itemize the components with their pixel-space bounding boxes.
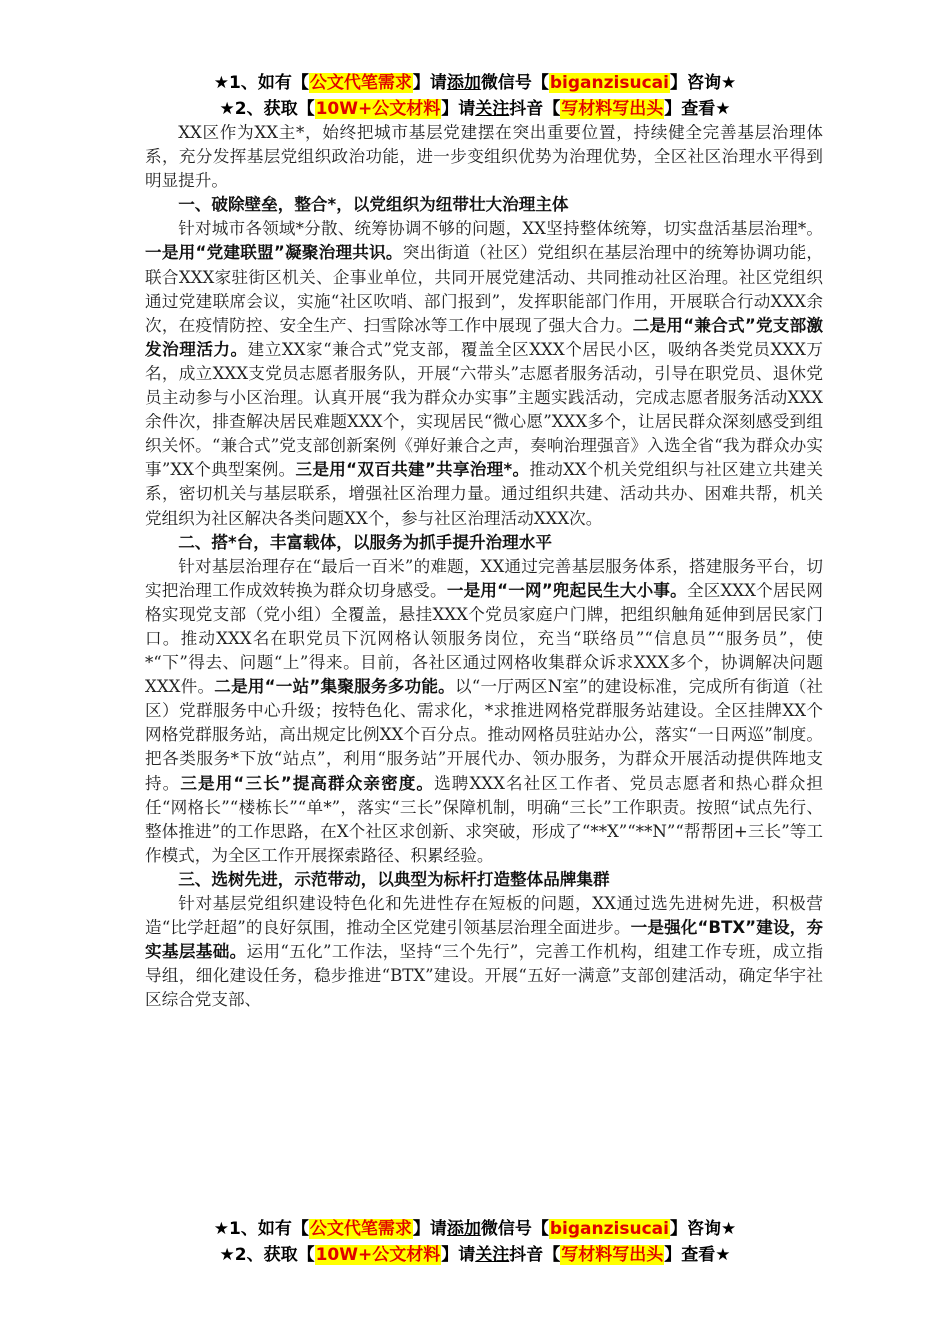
promo-text: 】查看★ xyxy=(664,99,731,119)
underlined-text: 添加 xyxy=(446,73,481,93)
promo-text: 1、如有【 xyxy=(229,1219,309,1239)
promo-text: 抖音【 xyxy=(509,99,561,119)
wechat-id-highlight: biganzisucai xyxy=(549,73,669,93)
promo-text: 2、获取【 xyxy=(234,99,315,119)
highlight-text: 公文代笔需求 xyxy=(309,1219,412,1239)
highlight-text: 10W+公文材料 xyxy=(315,99,441,119)
subpoint-heading: 一是用“一网”兜起民生大小事。 xyxy=(446,580,687,600)
intro-paragraph: XX区作为XX主*，始终把城市基层党建摆在突出重要位置，持续健全完善基层治理体系，充分发挥基层党组织政治功能，进一步变组织优势为治理优势，全区社区治理水平得到明显提升。 xyxy=(145,123,823,191)
paragraph-text: 推动XX个机关党组织与社区建立共建关系，密切机关与基层联系，增强社区治理力量。通过组织共建、活动共办、困难共帮，机关党组织为社区解决各类问题XX个，参与社区治理活动XXX次。 xyxy=(145,460,823,528)
star-label: ★ xyxy=(213,73,230,93)
star-label: ★ xyxy=(219,99,235,119)
promo-text: 】查看★ xyxy=(664,1245,731,1265)
promo-text: 】咨询★ xyxy=(669,73,737,93)
star-label: ★ xyxy=(213,1219,230,1239)
section-1-title: 一、破除壁垒，整合*，以党组织为纽带壮大治理主体 xyxy=(178,195,569,215)
star-label: ★ xyxy=(219,1245,235,1265)
promo-text: 】请 xyxy=(441,99,476,119)
paragraph-text: 全区XXX个居民网格实现党支部（党小组）全覆盖，悬挂XXX个党员家庭户门牌，把组织触角延伸到居民家门口。推动XXX名在职党员下沉网格认领服务岗位，充当“联络员”“信息员”“服务员”，使*“下”得去、问题“上”得来。目前，各社区通过网格收集群众诉求XXX多个，协调解决问题XXX件。 xyxy=(145,580,823,697)
promo-line-2 xyxy=(0,96,950,122)
subpoint-heading: 二是用“一站”集聚服务多功能。 xyxy=(214,677,455,697)
promo-text: 抖音【 xyxy=(509,1245,561,1265)
promo-text: 】请 xyxy=(441,1245,476,1265)
top-promo-banner xyxy=(0,70,950,122)
article-body xyxy=(145,121,823,1012)
highlight-text: 公文代笔需求 xyxy=(309,73,412,93)
paragraph-text: 选聘XXX名社区工作者、党员志愿者和热心群众担任“网格长”“楼栋长”“单*”，落实“三长”保障机制，明确“三长”工作职责。按照“试点先行、整体推进”的工作思路，在X个社区求创新、求突破，形成了“**X”“**N”“帮帮团+三长”等工作模式，为全区工作开展探索路径、积累经验。 xyxy=(145,773,824,865)
bottom-promo-banner xyxy=(0,1216,950,1268)
paragraph-text: 建立XX家“兼合式”党支部，覆盖全区XXX个居民小区，吸纳各类党员XXX万名，成立XXX支党员志愿者服务队，开展“六带头”志愿者服务活动，引导在职党员、退休党员主动参与小区治理。认真开展“我为群众办实事”主题实践活动，完成志愿者服务活动XXX余件次，排查解决居民难题XXX个，实现居民“微心愿”XXX多个，让居民群众深刻感受到组织关怀。“兼合式”党支部创新案例《弹好兼合之声，奏响治理强音》入选全省“我为群众办实事”XX个典型案例。 xyxy=(145,339,823,480)
promo-text: 微信号【 xyxy=(480,1219,549,1239)
promo-line-1 xyxy=(0,1216,950,1242)
subpoint-heading: 一是强化“BTX”建设，夯实基层基础。 xyxy=(145,918,824,962)
subpoint-heading: 一是用“党建联盟”凝聚治理共识。 xyxy=(145,243,403,263)
subpoint-heading: 三是用“三长”提高群众亲密度。 xyxy=(180,773,435,793)
section-2-title: 二、搭*台，丰富载体，以服务为抓手提升治理水平 xyxy=(178,532,552,552)
section-1-paragraph xyxy=(145,217,823,530)
paragraph-text: 针对基层党组织建设特色化和先进性存在短板的问题，XX通过选先进树先进，积极营造“比学赶超”的良好氛围，推动全区党建引领基层治理全面进步。 xyxy=(145,894,823,938)
paragraph-text: 突出街道（社区）党组织在基层治理中的统筹协调功能，联合XXX家驻街区机关、企事业单位，共同开展党建活动、共同推动社区治理。社区党组织通过党建联席会议，实施“社区吹哨、部门报到”，发挥职能部门作用，开展联合行动XXX余次，在疫情防控、安全生产、扫雪除冰等工作中展现了强大合力。 xyxy=(145,243,824,335)
douyin-id-highlight: 写材料写出头 xyxy=(561,1245,664,1265)
promo-line-2 xyxy=(0,1242,950,1268)
section-2-paragraph xyxy=(145,555,823,868)
paragraph-text: 针对基层治理存在“最后一百米”的难题，XX通过完善基层服务体系，搭建服务平台，切实把治理工作成效转换为群众切身感受。 xyxy=(145,556,823,600)
highlight-text: 10W+公文材料 xyxy=(315,1245,441,1265)
promo-line-1 xyxy=(0,70,950,96)
promo-text: 】咨询★ xyxy=(669,1219,737,1239)
paragraph-text: 以“一厅两区N室”的建设标准，完成所有街道（社区）党群服务中心升级；按特色化、需求化，*求推进网格党群服务站建设。全区挂牌XX个网格党群服务站，高出规定比例XX个百分点。推动网格员驻站办公，落实“一日两巡”制度。把各类服务*下放“站点”，利用“服务站”开展代办、领办服务，为群众开展活动提供阵地支持。 xyxy=(145,677,823,793)
douyin-id-highlight: 写材料写出头 xyxy=(561,99,664,119)
section-3-title: 三、选树先进，示范带动，以典型为标杆打造整体品牌集群 xyxy=(178,869,610,889)
promo-text: 】请 xyxy=(412,1219,447,1239)
subpoint-heading: 二是用“兼合式”党支部激发治理活力。 xyxy=(145,315,823,359)
promo-text: 1、如有【 xyxy=(229,73,309,93)
promo-text: 】请 xyxy=(412,73,447,93)
promo-text: 2、获取【 xyxy=(234,1245,315,1265)
wechat-id-highlight: biganzisucai xyxy=(549,1219,669,1239)
section-3-paragraph xyxy=(145,892,823,1012)
underlined-text: 添加 xyxy=(446,1219,481,1239)
paragraph-text: 针对城市各领域*分散、统筹协调不够的问题，XX坚持整体统筹，切实盘活基层治理*。 xyxy=(178,219,823,239)
underlined-text: 关注 xyxy=(475,99,510,119)
subpoint-heading: 三是用“双百共建”共享治理*。 xyxy=(295,460,530,480)
underlined-text: 关注 xyxy=(475,1245,510,1265)
promo-text: 微信号【 xyxy=(480,73,549,93)
paragraph-text: 运用“五化”工作法，坚持“三个先行”，完善工作机构，组建工作专班，成立指导组，细化建设任务，稳步推进“BTX”建设。开展“五好一满意”支部创建活动，确定华宇社区综合党支部、 xyxy=(145,942,824,1010)
